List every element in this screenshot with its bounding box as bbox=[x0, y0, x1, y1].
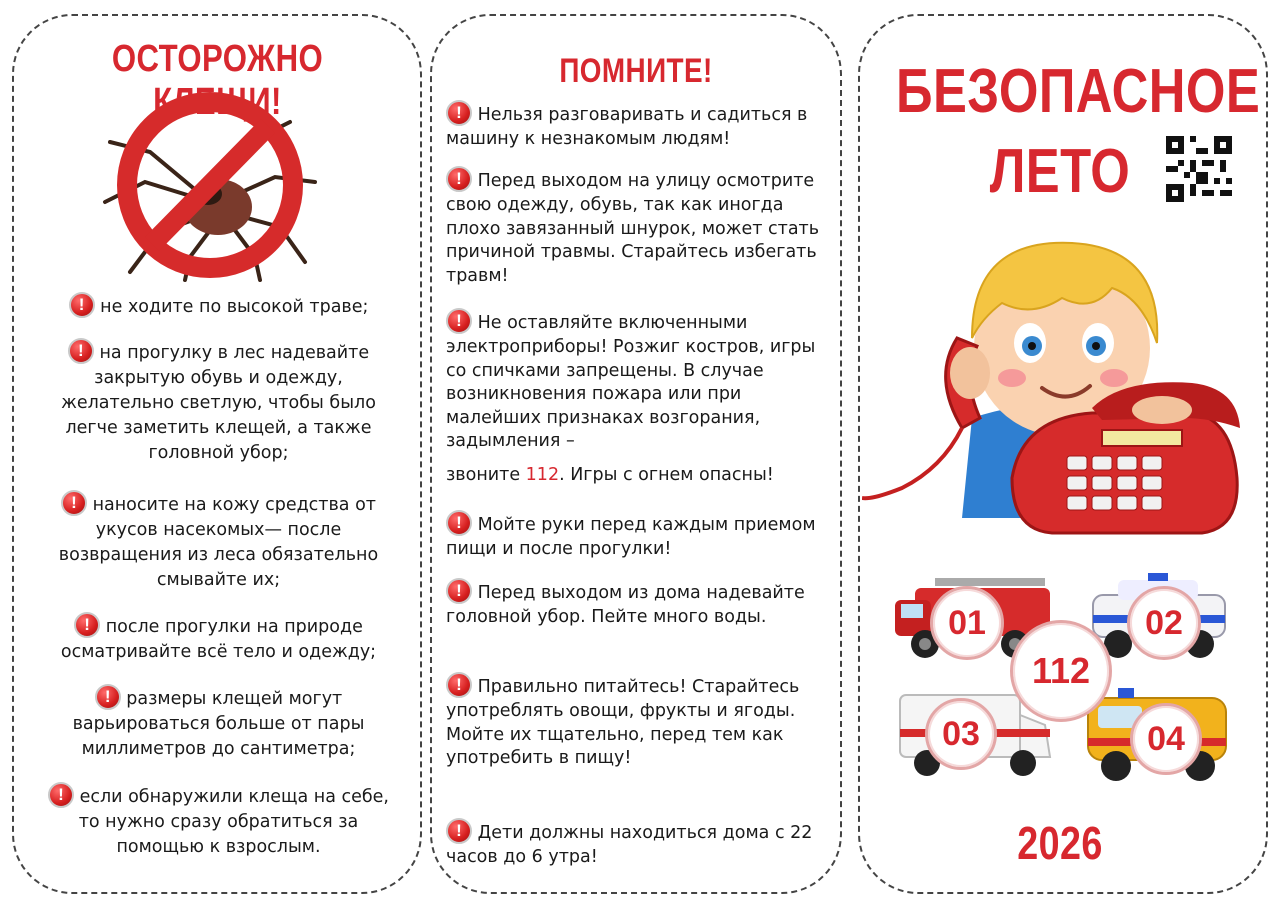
alert-icon: ! bbox=[68, 338, 94, 364]
alert-icon: ! bbox=[446, 672, 472, 698]
summer-title-line1: БЕЗОПАСНОЕ bbox=[896, 57, 1261, 126]
fire-number-badge: 01 bbox=[930, 586, 1004, 660]
qr-code-icon bbox=[1166, 136, 1232, 202]
emergency-number: 112 bbox=[525, 464, 560, 485]
alert-icon: ! bbox=[446, 166, 472, 192]
tick-tip-3: ! наносите на кожу средства от укусов насекомых— после возвращения из леса обязательно смывайте их; bbox=[26, 492, 411, 593]
tick-tip-2: ! на прогулку в лес надевайте закрытую обувь и одежду, желательно светлую, чтобы было легче заметить клещей, а также головной убор; bbox=[26, 340, 411, 466]
alert-icon: ! bbox=[95, 684, 121, 710]
alert-icon: ! bbox=[446, 100, 472, 126]
rule-1: ! Нельзя разговаривать и садиться в машину к незнакомым людям! bbox=[446, 102, 836, 152]
tick-tip-5: ! размеры клещей могут варьироваться больше от пары миллиметров до сантиметра; bbox=[26, 686, 411, 762]
rule-2: ! Перед выходом на улицу осмотрите свою одежду, обувь, так как иногда плохо завязанный шнурок, может стать причиной травмы. Старайтесь избегать травм! bbox=[446, 168, 836, 288]
ticks-title: ОСТОРОЖНО КЛЕЩИ! bbox=[111, 38, 324, 123]
alert-icon: ! bbox=[446, 818, 472, 844]
alert-icon: ! bbox=[446, 308, 472, 334]
police-number-badge: 02 bbox=[1127, 586, 1201, 660]
alert-icon: ! bbox=[61, 490, 87, 516]
alert-icon: ! bbox=[74, 612, 100, 638]
boy-phone-illustration bbox=[862, 218, 1264, 563]
rule-3: ! Не оставляйте включенными электроприборы! Розжиг костров, игры со спичками запрещены. В случае возникновения пожара или при малейших признаках возгорания, задымления – звоните 112. Игры с огнем опасны! bbox=[446, 310, 836, 487]
no-tick-sign-icon bbox=[90, 82, 320, 282]
tick-tip-1: ! не ходите по высокой траве; bbox=[26, 294, 411, 320]
tick-tip-4: ! после прогулки на природе осматривайте всё тело и одежду; bbox=[26, 614, 411, 665]
rule-5: ! Перед выходом из дома надевайте головной убор. Пейте много воды. bbox=[446, 580, 836, 630]
year-label: 2026 bbox=[1017, 817, 1103, 869]
alert-icon: ! bbox=[69, 292, 95, 318]
rule-4: ! Мойте руки перед каждым приемом пищи и после прогулки! bbox=[446, 512, 836, 562]
remember-title: ПОМНИТЕ! bbox=[559, 52, 713, 90]
tick-tip-6: ! если обнаружили клеща на себе, то нужно сразу обратиться за помощью к взрослым. bbox=[26, 784, 411, 860]
alert-icon: ! bbox=[446, 578, 472, 604]
common-emergency-number-badge: 112 bbox=[1010, 620, 1112, 722]
summer-title-line2: ЛЕТО bbox=[989, 137, 1131, 206]
ambulance-number-badge: 03 bbox=[925, 698, 997, 770]
alert-icon: ! bbox=[48, 782, 74, 808]
rule-6: ! Правильно питайтесь! Старайтесь употреблять овощи, фрукты и ягоды. Мойте их тщательно, перед тем как употребить в пищу! bbox=[446, 674, 836, 771]
alert-icon: ! bbox=[446, 510, 472, 536]
rule-7: ! Дети должны находиться дома с 22 часов до 6 утра! bbox=[446, 820, 836, 870]
gas-number-badge: 04 bbox=[1130, 703, 1202, 775]
